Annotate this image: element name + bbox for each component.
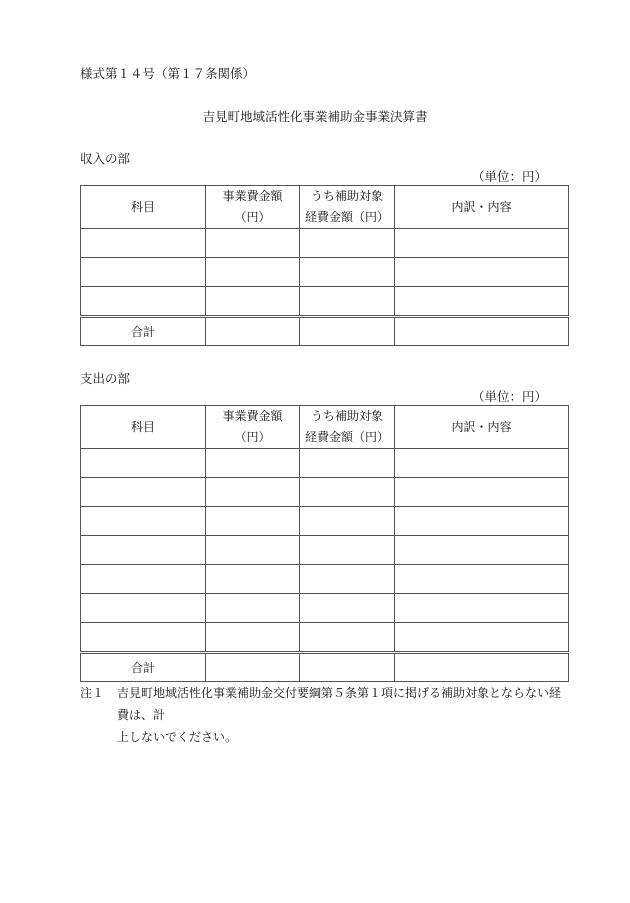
subject-cell[interactable] (81, 449, 206, 478)
amount-cell[interactable] (206, 623, 300, 653)
total-label: 合計 (81, 653, 206, 682)
header-amount-line2: （円） (234, 210, 271, 224)
detail-cell[interactable] (395, 478, 569, 507)
subject-cell[interactable] (81, 258, 206, 287)
amount-cell[interactable] (206, 594, 300, 623)
header-eligible-amount (300, 406, 395, 449)
eligible-cell[interactable] (300, 536, 395, 565)
expense-row (81, 623, 569, 653)
expense-row (81, 565, 569, 594)
eligible-cell[interactable] (300, 565, 395, 594)
footnote-body (117, 682, 572, 748)
expense-row (81, 449, 569, 478)
expense-row (81, 478, 569, 507)
expense-section-title: 支出の部 (80, 371, 131, 386)
income-row (81, 229, 569, 258)
total-eligible-cell[interactable] (300, 317, 395, 346)
income-table (80, 185, 569, 346)
eligible-cell[interactable] (300, 507, 395, 536)
expense-table (80, 405, 569, 682)
expense-header-row (81, 406, 569, 449)
total-detail-cell[interactable] (395, 653, 569, 682)
header-detail: 内訳・内容 (395, 406, 569, 449)
amount-cell[interactable] (206, 478, 300, 507)
header-detail: 内訳・内容 (395, 186, 569, 229)
header-amount-line2: （円） (234, 430, 271, 444)
eligible-cell[interactable] (300, 623, 395, 653)
detail-cell[interactable] (395, 594, 569, 623)
expense-row (81, 507, 569, 536)
expense-total-row (81, 653, 569, 682)
expense-unit-label: （単位：円） (471, 389, 547, 404)
eligible-cell[interactable] (300, 478, 395, 507)
income-total-row (81, 317, 569, 346)
detail-cell[interactable] (395, 507, 569, 536)
eligible-cell[interactable] (300, 287, 395, 317)
header-amount-line1: 事業費金額 (222, 189, 283, 203)
header-eligible-line1: うち補助対象 (310, 189, 383, 203)
header-amount (206, 186, 300, 229)
subject-cell[interactable] (81, 594, 206, 623)
header-subject: 科目 (81, 186, 206, 229)
amount-cell[interactable] (206, 258, 300, 287)
subject-cell[interactable] (81, 229, 206, 258)
income-row (81, 258, 569, 287)
subject-cell[interactable] (81, 536, 206, 565)
amount-cell[interactable] (206, 565, 300, 594)
document-title: 吉見町地域活性化事業補助金事業決算書 (202, 109, 428, 124)
detail-cell[interactable] (395, 449, 569, 478)
subject-cell[interactable] (81, 478, 206, 507)
header-eligible-line1: うち補助対象 (310, 409, 383, 423)
eligible-cell[interactable] (300, 449, 395, 478)
header-amount-line1: 事業費金額 (222, 409, 283, 423)
footnote-line1: 吉見町地域活性化事業補助金交付要綱第５条第１項に掲げる補助対象とならない経費は、計 (117, 686, 562, 722)
total-eligible-cell[interactable] (300, 653, 395, 682)
subject-cell[interactable] (81, 623, 206, 653)
amount-cell[interactable] (206, 507, 300, 536)
subject-cell[interactable] (81, 287, 206, 317)
footnote-label: 注１ (80, 686, 105, 700)
eligible-cell[interactable] (300, 258, 395, 287)
detail-cell[interactable] (395, 565, 569, 594)
header-eligible-amount (300, 186, 395, 229)
income-row (81, 287, 569, 317)
subject-cell[interactable] (81, 565, 206, 594)
amount-cell[interactable] (206, 287, 300, 317)
amount-cell[interactable] (206, 449, 300, 478)
total-detail-cell[interactable] (395, 317, 569, 346)
total-amount-cell[interactable] (206, 653, 300, 682)
header-eligible-line2: 経費金額（円） (304, 430, 389, 444)
total-label: 合計 (81, 317, 206, 346)
header-subject: 科目 (81, 406, 206, 449)
expense-row (81, 536, 569, 565)
amount-cell[interactable] (206, 536, 300, 565)
detail-cell[interactable] (395, 258, 569, 287)
total-amount-cell[interactable] (206, 317, 300, 346)
detail-cell[interactable] (395, 623, 569, 653)
header-eligible-line2: 経費金額（円） (304, 210, 389, 224)
amount-cell[interactable] (206, 229, 300, 258)
detail-cell[interactable] (395, 287, 569, 317)
income-unit-label: （単位：円） (471, 169, 547, 184)
form-number: 様式第１４号（第１７条関係） (80, 66, 256, 81)
eligible-cell[interactable] (300, 229, 395, 258)
eligible-cell[interactable] (300, 594, 395, 623)
income-header-row (81, 186, 569, 229)
income-section-title: 収入の部 (80, 151, 131, 166)
header-amount (206, 406, 300, 449)
footnote-line2: 上しないでください。 (117, 730, 238, 744)
detail-cell[interactable] (395, 536, 569, 565)
detail-cell[interactable] (395, 229, 569, 258)
subject-cell[interactable] (81, 507, 206, 536)
expense-row (81, 594, 569, 623)
